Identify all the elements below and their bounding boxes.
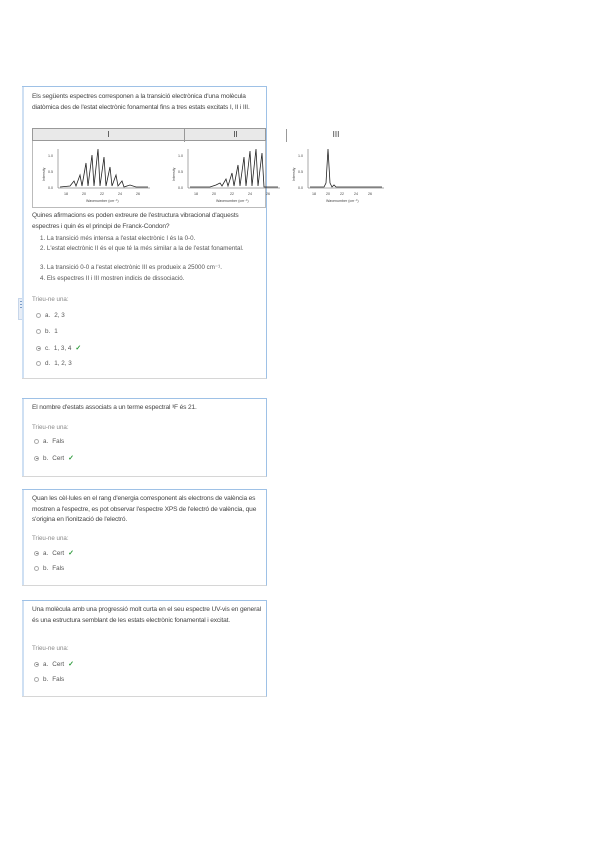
spectrum-trace-3 <box>310 149 382 187</box>
answer-option-a[interactable]: a. 2, 3 <box>36 312 65 319</box>
spectrum-ylabel: Intensity <box>42 167 46 181</box>
statement-3: 3. La transició 0-0 a l'estat electrònic III es produeix a 25000 cm⁻¹. <box>40 264 222 271</box>
pick-one-label: Trieu-ne una: <box>32 535 69 542</box>
svg-text:26: 26 <box>368 192 372 196</box>
svg-text:18: 18 <box>312 192 316 196</box>
svg-text:Wavenumber (cm⁻¹): Wavenumber (cm⁻¹) <box>216 199 249 203</box>
answer-option-b[interactable]: b. Fals <box>34 676 64 683</box>
svg-text:20: 20 <box>326 192 330 196</box>
correct-check-icon: ✓ <box>68 661 75 668</box>
pick-one-label: Trieu-ne una: <box>32 424 69 431</box>
question-text: Quan les cèl·lules en el rang d'energia corresponent als electrons de valència es mostren a l'espectre, es pot observar l'espectre XPS de l'electró de valència, que s'origina en l'ionització de l'electró. <box>32 495 257 524</box>
pick-one-label: Trieu-ne una: <box>32 296 69 303</box>
spectrum-chart-3 <box>290 143 386 205</box>
table-header-row <box>32 128 340 141</box>
table-header-iii: III <box>332 130 340 139</box>
svg-text:0.0: 0.0 <box>178 186 183 190</box>
svg-text:20: 20 <box>212 192 216 196</box>
question-text: Una molècula amb una progressió molt curta en el seu espectre UV-vis en general és una estructura semblant de les estats electrònic fonamental i excitat. <box>32 606 261 624</box>
statement-4: 4. Els espectres II i III mostren indicis de dissociació. <box>40 275 185 282</box>
spectrum-chart-1 <box>40 143 152 205</box>
svg-text:Intensity: Intensity <box>172 167 176 181</box>
statement-1: 1. La transició més intensa a l'estat electrònic I és la 0-0. <box>40 235 196 242</box>
svg-text:18: 18 <box>64 192 68 196</box>
svg-text:24: 24 <box>354 192 358 196</box>
question-card-3 <box>22 489 267 586</box>
radio-button[interactable] <box>36 329 41 334</box>
svg-text:0.0: 0.0 <box>298 186 303 190</box>
spectrum-trace-2 <box>190 149 278 187</box>
answer-option-c[interactable]: c. 1, 3, 4 ✓ <box>36 344 81 352</box>
radio-button-selected[interactable] <box>36 346 41 351</box>
pick-one-label: Trieu-ne una: <box>32 645 69 652</box>
svg-text:26: 26 <box>266 192 270 196</box>
svg-text:24: 24 <box>118 192 122 196</box>
spectrum-xlabel: Wavenumber (cm⁻¹) <box>86 199 119 203</box>
svg-text:Intensity: Intensity <box>292 167 296 181</box>
correct-check-icon: ✓ <box>68 455 75 462</box>
question-text: El nombre d'estats associats a un terme espectral ³F és 21. <box>32 404 197 411</box>
table-header-ii: II <box>185 129 287 142</box>
answer-option-d[interactable]: d. 1, 2, 3 <box>36 360 72 367</box>
svg-text:1.0: 1.0 <box>178 154 183 158</box>
svg-text:0.5: 0.5 <box>48 170 53 174</box>
correct-check-icon: ✓ <box>68 550 75 557</box>
radio-button[interactable] <box>34 677 39 682</box>
spectrum-chart-2 <box>170 143 282 205</box>
svg-text:24: 24 <box>248 192 252 196</box>
radio-button-selected[interactable] <box>34 456 39 461</box>
svg-text:18: 18 <box>194 192 198 196</box>
answer-option-b[interactable]: b. Cert ✓ <box>34 454 74 462</box>
radio-button[interactable] <box>34 566 39 571</box>
question-card-2 <box>22 398 267 477</box>
radio-button-selected[interactable] <box>34 551 39 556</box>
svg-text:22: 22 <box>230 192 234 196</box>
question-text: Els següents espectres corresponen a la transició electrònica d'una molècula diatòmica des de l'estat electrònic fonamental fins a tres estats excitats I, II i III. <box>32 93 250 111</box>
svg-text:1.0: 1.0 <box>48 154 53 158</box>
svg-text:20: 20 <box>82 192 86 196</box>
svg-text:0.5: 0.5 <box>298 170 303 174</box>
answer-option-a[interactable]: a. Cert ✓ <box>34 549 74 557</box>
svg-text:22: 22 <box>340 192 344 196</box>
answer-option-b[interactable]: b. 1 <box>36 328 58 335</box>
spectrum-trace-1 <box>60 149 148 187</box>
radio-button[interactable] <box>36 313 41 318</box>
radio-button[interactable] <box>36 361 41 366</box>
svg-text:22: 22 <box>100 192 104 196</box>
correct-check-icon: ✓ <box>75 345 82 352</box>
svg-text:Wavenumber (cm⁻¹): Wavenumber (cm⁻¹) <box>326 199 359 203</box>
question-card-4 <box>22 600 267 697</box>
radio-button[interactable] <box>34 439 39 444</box>
svg-text:0.5: 0.5 <box>178 170 183 174</box>
answer-option-b[interactable]: b. Fals <box>34 565 64 572</box>
radio-button-selected[interactable] <box>34 662 39 667</box>
statement-2: 2. L'estat electrònic II és el que té la més similar a la de l'estat fonamental. <box>40 245 244 252</box>
svg-text:26: 26 <box>136 192 140 196</box>
svg-text:1.0: 1.0 <box>298 154 303 158</box>
answer-option-a[interactable]: a. Fals <box>34 438 64 445</box>
table-header-i: I <box>33 129 185 142</box>
question-prompt: Quines afirmacions es poden extreure de l'estructura vibracional d'aquests espectres i quin és el principi de Franck-Condon? <box>32 212 239 230</box>
answer-option-a[interactable]: a. Cert ✓ <box>34 660 74 668</box>
svg-text:0.0: 0.0 <box>48 186 53 190</box>
